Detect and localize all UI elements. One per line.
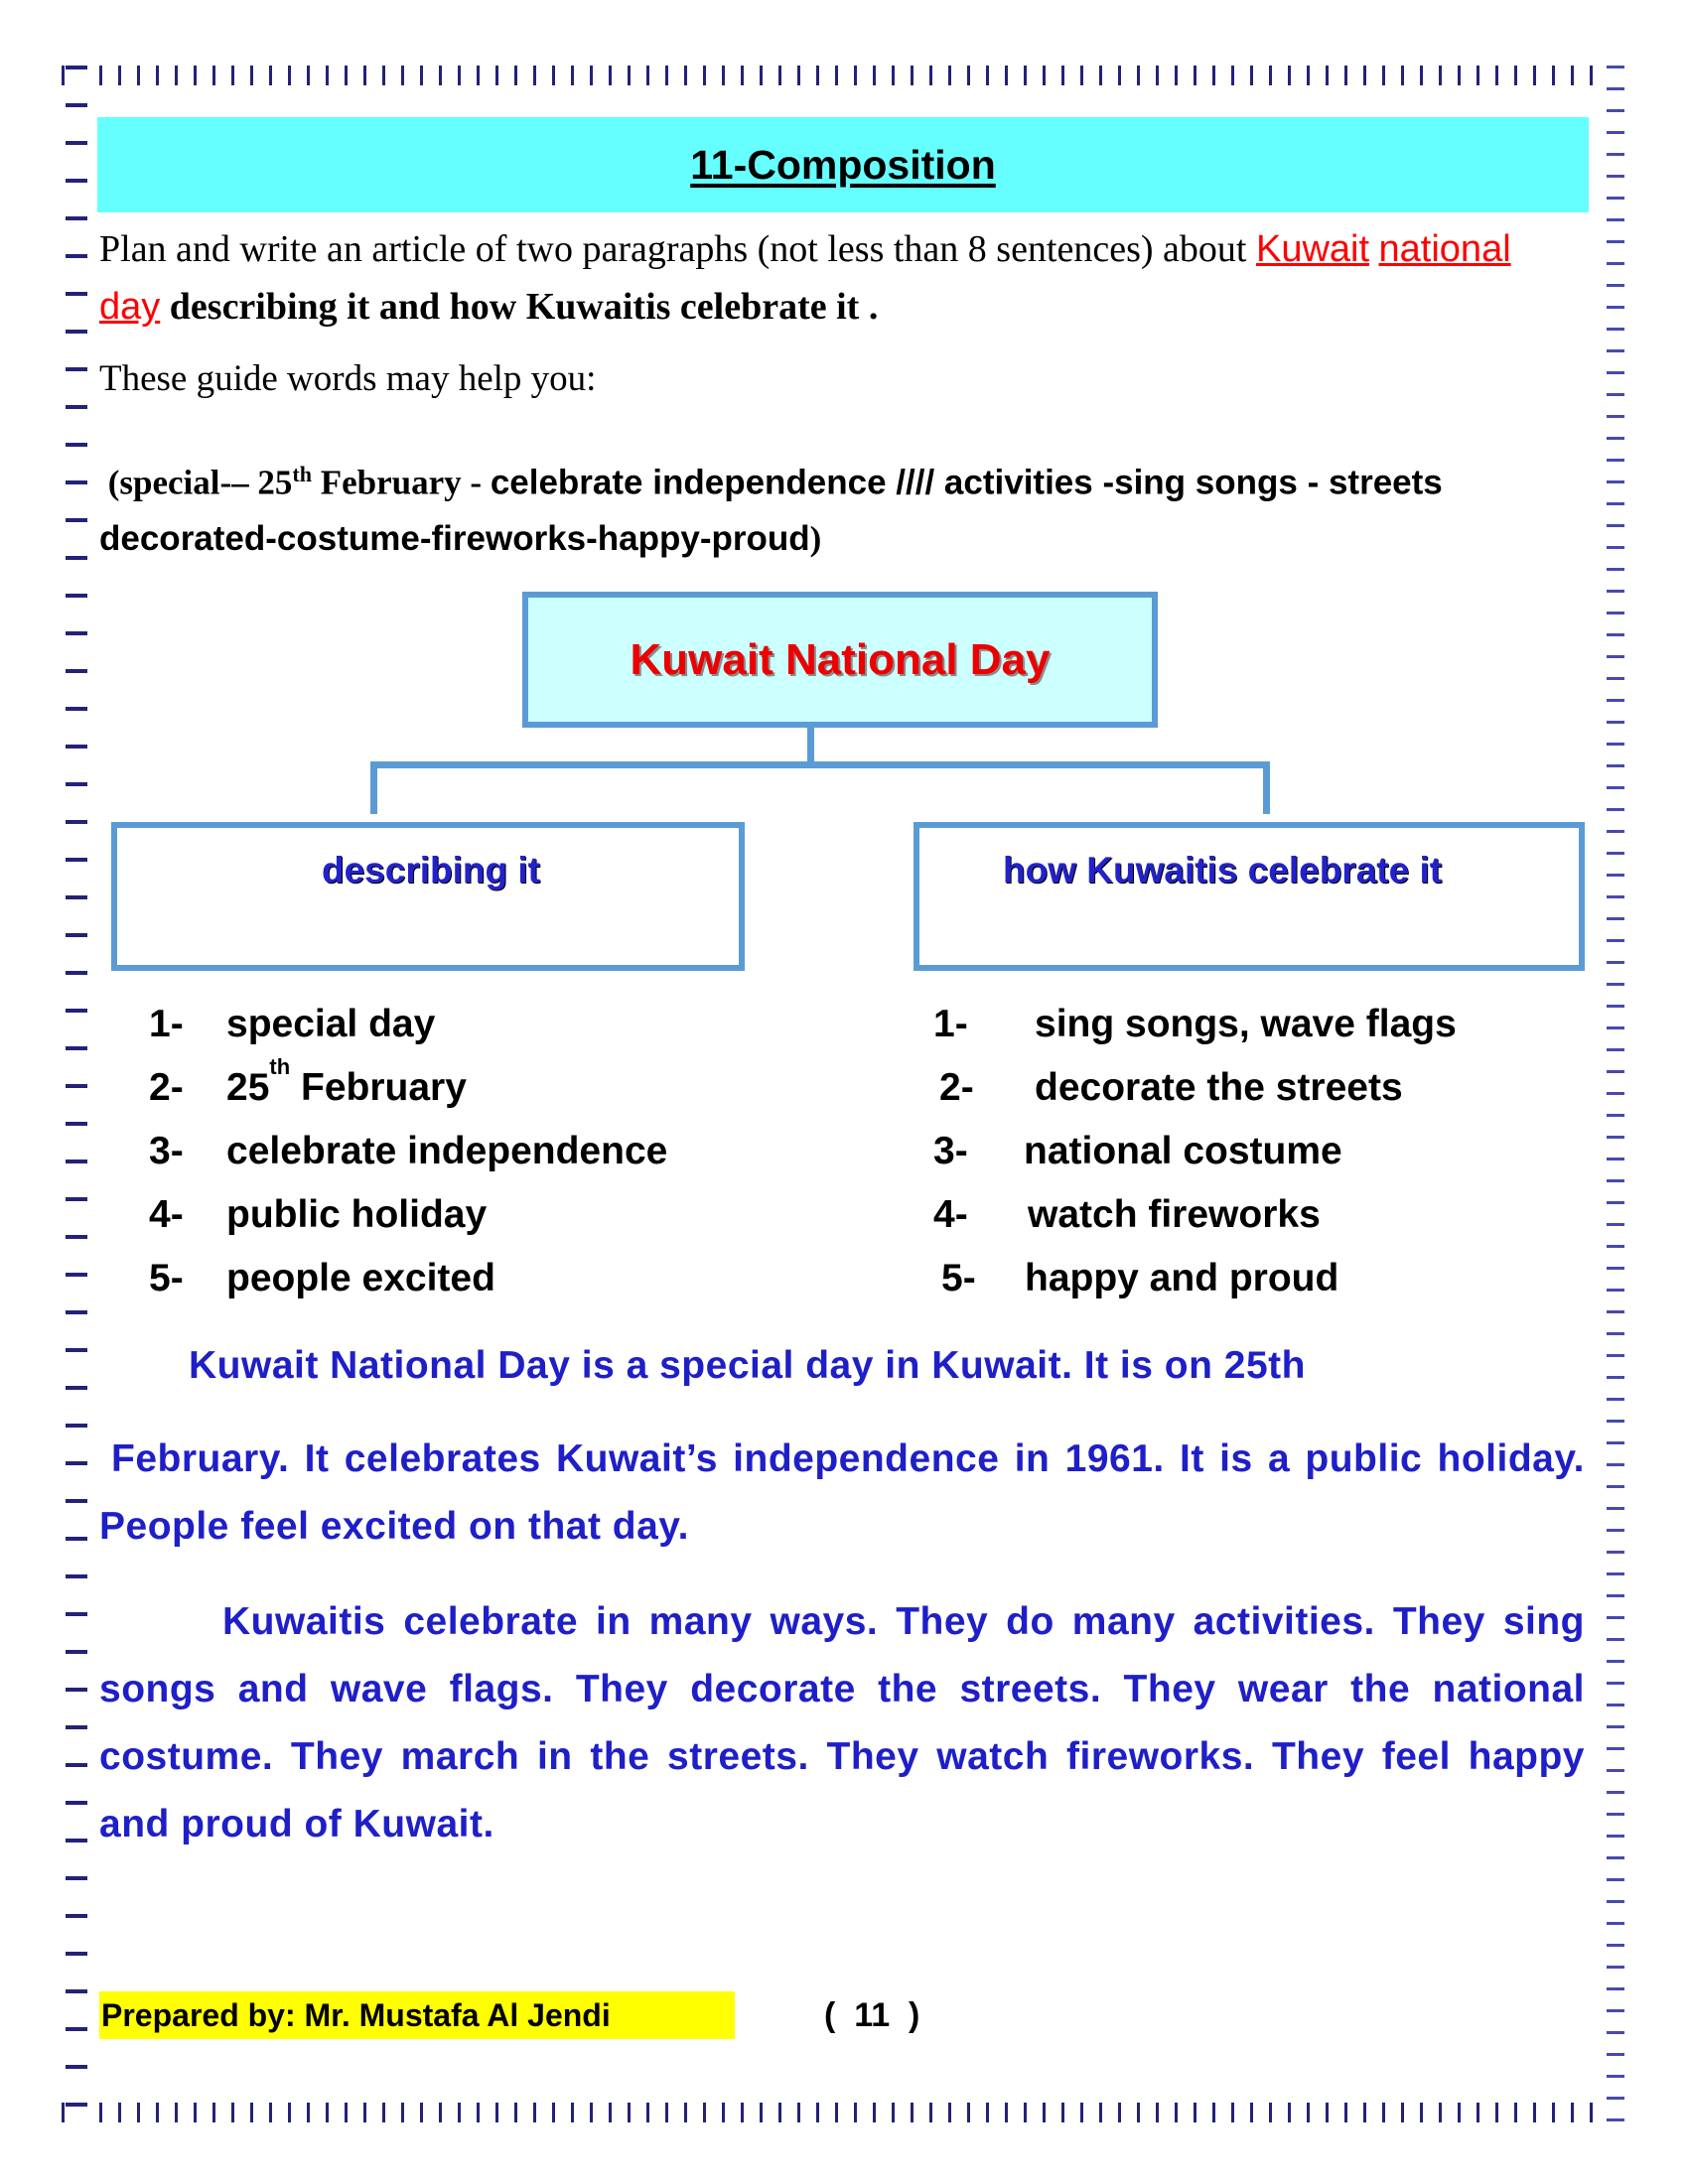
diagram-right-box — [914, 822, 1585, 971]
page-border-bottom — [62, 2103, 1626, 2124]
guide-words-feb: February - — [311, 463, 491, 502]
topic-kuwait: Kuwait — [1255, 228, 1370, 270]
instructions-focus: describing it and how Kuwaitis celebrate it . — [160, 286, 879, 328]
list-item: 5- people excited — [149, 1257, 495, 1299]
guide-words-list: celebrate independence //// activities -sing songs - streets decorated-costume-fireworks-happy-proud — [99, 463, 1443, 558]
list-item: 4- watch fireworks — [933, 1193, 1321, 1236]
diagram-left-title: describing it — [322, 850, 540, 890]
page-border-right — [1607, 66, 1626, 2124]
connector-right — [1263, 761, 1270, 814]
page-number: ( 11 ) — [824, 1996, 920, 2034]
article-paragraph-1-line-1: Kuwait National Day is a special day in Kuwait. It is on 25th — [189, 1344, 1306, 1387]
left-list — [149, 993, 667, 1310]
page-border-left — [66, 66, 89, 2124]
topic-day: day — [99, 286, 161, 328]
list-item: 1- special day — [149, 1003, 436, 1045]
connector-horizontal — [370, 761, 1270, 768]
guide-words — [99, 447, 1589, 567]
list-item: 3- national costume — [933, 1130, 1342, 1172]
connector-left — [370, 761, 377, 814]
instructions — [99, 220, 1589, 336]
list-item: 2- 25 th February — [149, 1054, 467, 1109]
page-border-top — [62, 66, 1626, 87]
title-banner — [97, 117, 1589, 212]
diagram-right-title: how Kuwaitis celebrate it — [1003, 850, 1443, 890]
topic-national: national — [1378, 228, 1511, 270]
guide-words-close: ) — [809, 518, 822, 558]
guide-label: These guide words may help you: — [99, 358, 597, 399]
article-paragraph-1: February. It celebrates Kuwait’s independence in 1961. It is a public holiday. People feel excited on that day. — [99, 1437, 1585, 1548]
guide-words-sup: th — [292, 462, 312, 486]
list-item: 5- happy and proud — [941, 1257, 1339, 1299]
right-list — [933, 993, 1457, 1310]
list-item: 2- decorate the streets — [939, 1066, 1403, 1109]
list-item: 3- celebrate independence — [149, 1130, 668, 1172]
diagram-main-title: Kuwait National Day — [630, 634, 1051, 684]
list-item: 4- public holiday — [149, 1193, 488, 1236]
diagram-main-box — [522, 592, 1158, 728]
prepared-by-label: Prepared by: Mr. Mustafa Al Jendi — [99, 1991, 735, 2039]
diagram-left-box — [111, 822, 745, 971]
page-title: 11-Composition — [690, 141, 996, 188]
list-item: 1- sing songs, wave flags — [933, 1003, 1457, 1045]
guide-words-open: (special-– 25 — [107, 463, 293, 502]
article-paragraph-2: Kuwaitis celebrate in many ways. They do many activities. They sing songs and wave flags. They decorate the streets. They wear the national costume. They march in the streets. They watch fireworks. They feel happy and proud of Kuwait. — [99, 1600, 1585, 1845]
instructions-text: Plan and write an article of two paragraphs (not less than 8 sentences) about — [99, 228, 1256, 270]
